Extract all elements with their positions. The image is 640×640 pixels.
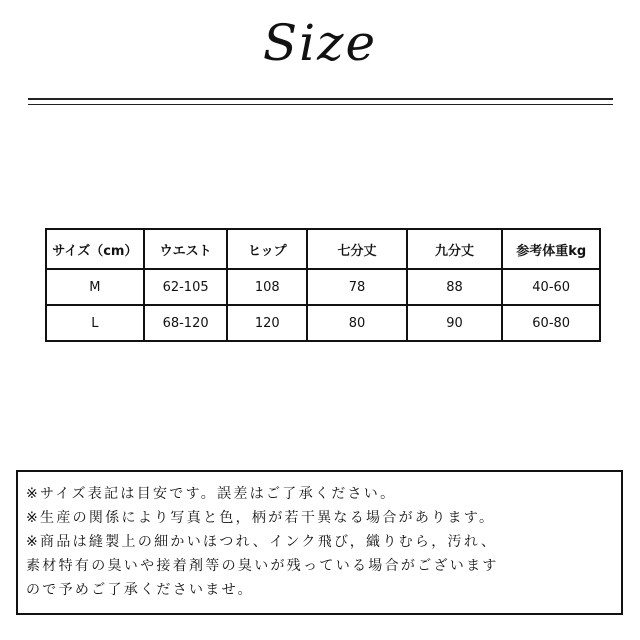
header-size: サイズ（cm） [46, 229, 144, 269]
table-cell: 80 [307, 305, 407, 341]
table-cell: 68-120 [144, 305, 228, 341]
table-cell: 120 [227, 305, 307, 341]
table-cell: 90 [407, 305, 503, 341]
table-row [46, 269, 600, 305]
header-nine-tenths-length: 九分丈 [407, 229, 503, 269]
table-header-row [46, 229, 600, 269]
page-title: Size [262, 14, 378, 72]
header-seven-tenths-length: 七分丈 [307, 229, 407, 269]
table-row [46, 305, 600, 341]
note-line: ※生産の関係により写真と色，柄が若干異なる場合があります。 [26, 510, 496, 526]
table-cell: 88 [407, 269, 503, 305]
table-cell: 108 [227, 269, 307, 305]
header-reference-weight: 参考体重kg [502, 229, 600, 269]
table-cell: 62-105 [144, 269, 228, 305]
title-divider-thin [28, 104, 613, 105]
table-cell: 78 [307, 269, 407, 305]
note-line: ※サイズ表記は目安です。誤差はご了承ください。 [26, 486, 397, 502]
size-table [45, 228, 601, 342]
note-line: 素材特有の臭いや接着剤等の臭いが残っている場合がございます [26, 558, 499, 574]
table-cell: M [46, 269, 144, 305]
notes-box [16, 470, 623, 615]
header-hip: ヒップ [227, 229, 307, 269]
title-divider-thick [28, 98, 613, 100]
note-line: ので予めご了承くださいませ。 [26, 582, 254, 598]
table-cell: 40-60 [502, 269, 600, 305]
table-cell: L [46, 305, 144, 341]
header-waist: ウエスト [144, 229, 228, 269]
table-cell: 60-80 [502, 305, 600, 341]
note-line: ※商品は縫製上の細かいほつれ、インク飛び，織りむら，汚れ、 [26, 534, 498, 550]
